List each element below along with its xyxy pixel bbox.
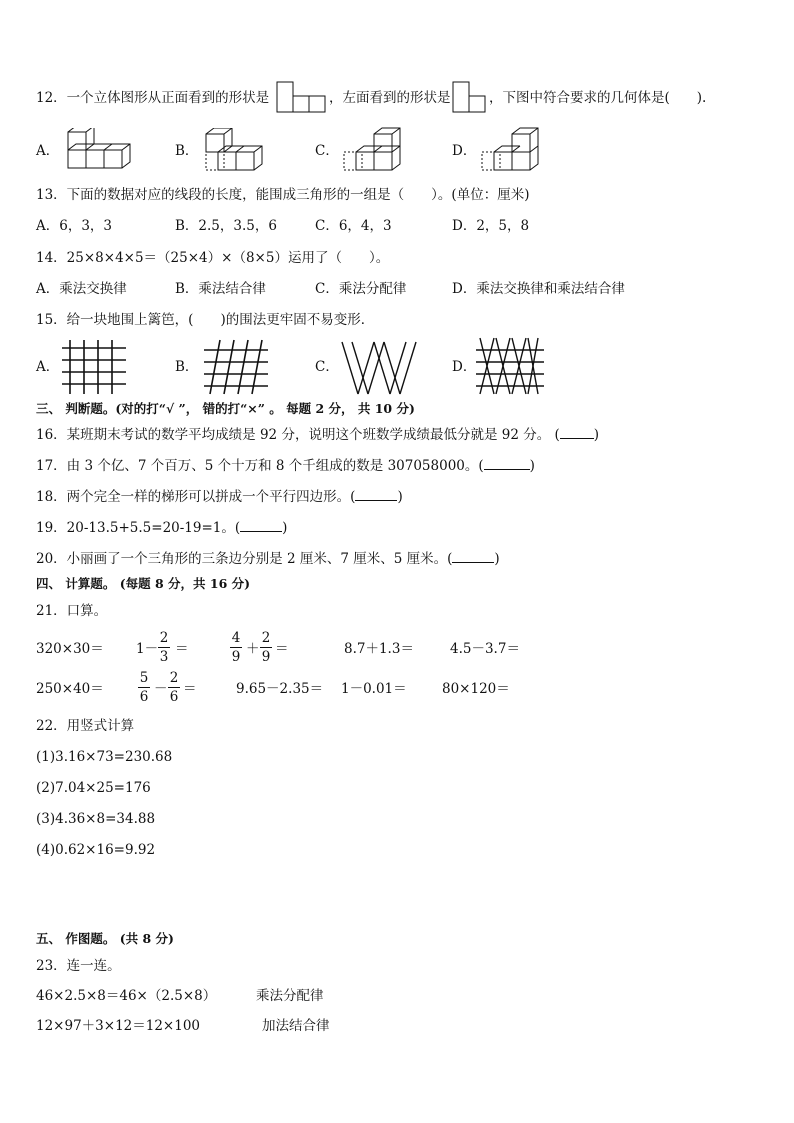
q12-option-b-label: B． [175,143,199,159]
q15-option-b-label: B． [175,359,199,375]
q21-r1c5: 4.5－3.7＝ [450,641,520,657]
q18-text: 18．两个完全一样的梯形可以拼成一个平行四边形。( ) [36,489,403,505]
q15-option-a-label: A． [36,359,60,375]
q12-stem-part3: ，下图中符合要求的几何体是( ). [489,90,707,106]
q14-stem: 14．25×8×4×5＝（25×4）×（8×5）运用了（ ）。 [36,250,390,266]
q21-r2c1: 250×40＝ [36,681,104,697]
q14-option-d[interactable]: D．乘法交换律和乘法结合律 [452,281,625,297]
q15-stem: 15．给一块地围上篱笆，( )的围法更牢固不易变形． [36,312,375,328]
cube-figure-d-icon[interactable] [480,126,540,172]
q21-r2c2-suffix: ＝ [183,681,197,697]
q13-option-a[interactable]: A．6，3，3 [36,218,113,234]
fence-crossed-diagonal-icon[interactable] [476,336,544,396]
q21-r2c5: 80×120＝ [442,681,510,697]
q23-left-item-1[interactable]: 46×2.5×8＝46×（2.5×8） [36,988,217,1004]
q12-stem-part2: ，左面看到的形状是 [329,90,451,106]
q15-option-d-label: D． [452,359,477,375]
q21-r1c3-fraction-2: 2 9 [261,630,271,665]
q14-option-c[interactable]: C．乘法分配律 [315,281,407,297]
q12-option-d-label: D． [452,143,477,159]
q20-text: 20．小丽画了一个三角形的三条边分别是 2 厘米、7 厘米、5 厘米。( ) [36,551,500,567]
q23-right-item-1[interactable]: 乘法分配律 [256,988,324,1004]
q21-r2c2-fraction-1: 5 6 [139,670,149,705]
front-view-icon [276,81,328,113]
q21-r1c2-fraction: 2 3 [159,630,169,665]
q23-left-item-2[interactable]: 12×97＋3×12＝12×100 [36,1018,201,1034]
q21-r1c4: 8.7＋1.3＝ [344,641,414,657]
section-4-title: 四、 计算题。 (每题 8 分，共 16 分) [36,576,251,591]
q15-option-c-label: C． [315,359,339,375]
q13-option-c[interactable]: C．6，4，3 [315,218,392,234]
q22-item-1: (1)3.16×73=230.68 [36,749,173,765]
q22-item-4: (4)0.62×16=9.92 [36,842,156,858]
fence-slanted-grid-icon[interactable] [202,338,270,396]
q18-answer-blank[interactable] [355,500,397,501]
cube-figure-b-icon[interactable] [204,128,266,172]
q21-r1c3-operator: ＋ [246,641,260,657]
q21-r2c4: 1－0.01＝ [341,681,407,697]
q23-stem: 23．连一连。 [36,958,121,974]
q12-option-c-label: C． [315,143,339,159]
q17-answer-blank[interactable] [484,469,530,470]
q14-option-b[interactable]: B．乘法结合律 [175,281,266,297]
q21-r2c2-fraction-2: 2 6 [169,670,179,705]
q21-r1c1: 320×30＝ [36,641,104,657]
q17-text: 17．由 3 个亿、7 个百万、5 个十万和 8 个千组成的数是 307058000。( ) [36,458,535,474]
q16-answer-blank[interactable] [560,438,594,439]
q22-stem: 22．用竖式计算 [36,718,135,734]
fence-zigzag-icon[interactable] [340,338,418,396]
q21-r2c2-operator: － [154,681,168,697]
q22-item-3: (3)4.36×8=34.88 [36,811,156,827]
cube-figure-c-icon[interactable] [342,126,402,172]
q20-answer-blank[interactable] [452,562,494,563]
q19-answer-blank[interactable] [240,531,282,532]
section-3-title: 三、 判断题。(对的打“√ ”， 错的打“×” 。 每题 2 分， 共 10 分) [36,401,415,416]
q23-right-item-2[interactable]: 加法结合律 [262,1018,330,1034]
fence-grid-icon[interactable] [60,338,128,396]
cube-figure-a-icon[interactable] [66,128,132,170]
left-view-icon [452,81,488,113]
q21-r1c2-suffix: ＝ [175,641,189,657]
section-5-title: 五、 作图题。 (共 8 分) [36,931,174,946]
q21-r1c3-suffix: ＝ [275,641,289,657]
q21-stem: 21．口算。 [36,603,108,619]
q21-r1c2-prefix: 1－ [136,641,159,657]
q13-option-b[interactable]: B．2.5，3.5，6 [175,218,277,234]
q12-option-a-label: A． [36,143,60,159]
q19-text: 19．20-13.5+5.5=20-19=1。( ) [36,520,288,536]
q16-text: 16．某班期末考试的数学平均成绩是 92 分，说明这个班数学成绩最低分就是 92 分。 ( ) [36,427,600,443]
q21-r2c3: 9.65－2.35＝ [236,681,324,697]
q13-option-d[interactable]: D．2，5，8 [452,218,530,234]
q12-stem-part1: 12．一个立体图形从正面看到的形状是 [36,90,270,106]
q13-stem: 13．下面的数据对应的线段的长度，能围成三角形的一组是（ ）。(单位：厘米) [36,187,530,203]
q21-r1c3-fraction-1: 4 9 [231,630,241,665]
q22-item-2: (2)7.04×25=176 [36,780,151,796]
q14-option-a[interactable]: A．乘法交换律 [36,281,127,297]
